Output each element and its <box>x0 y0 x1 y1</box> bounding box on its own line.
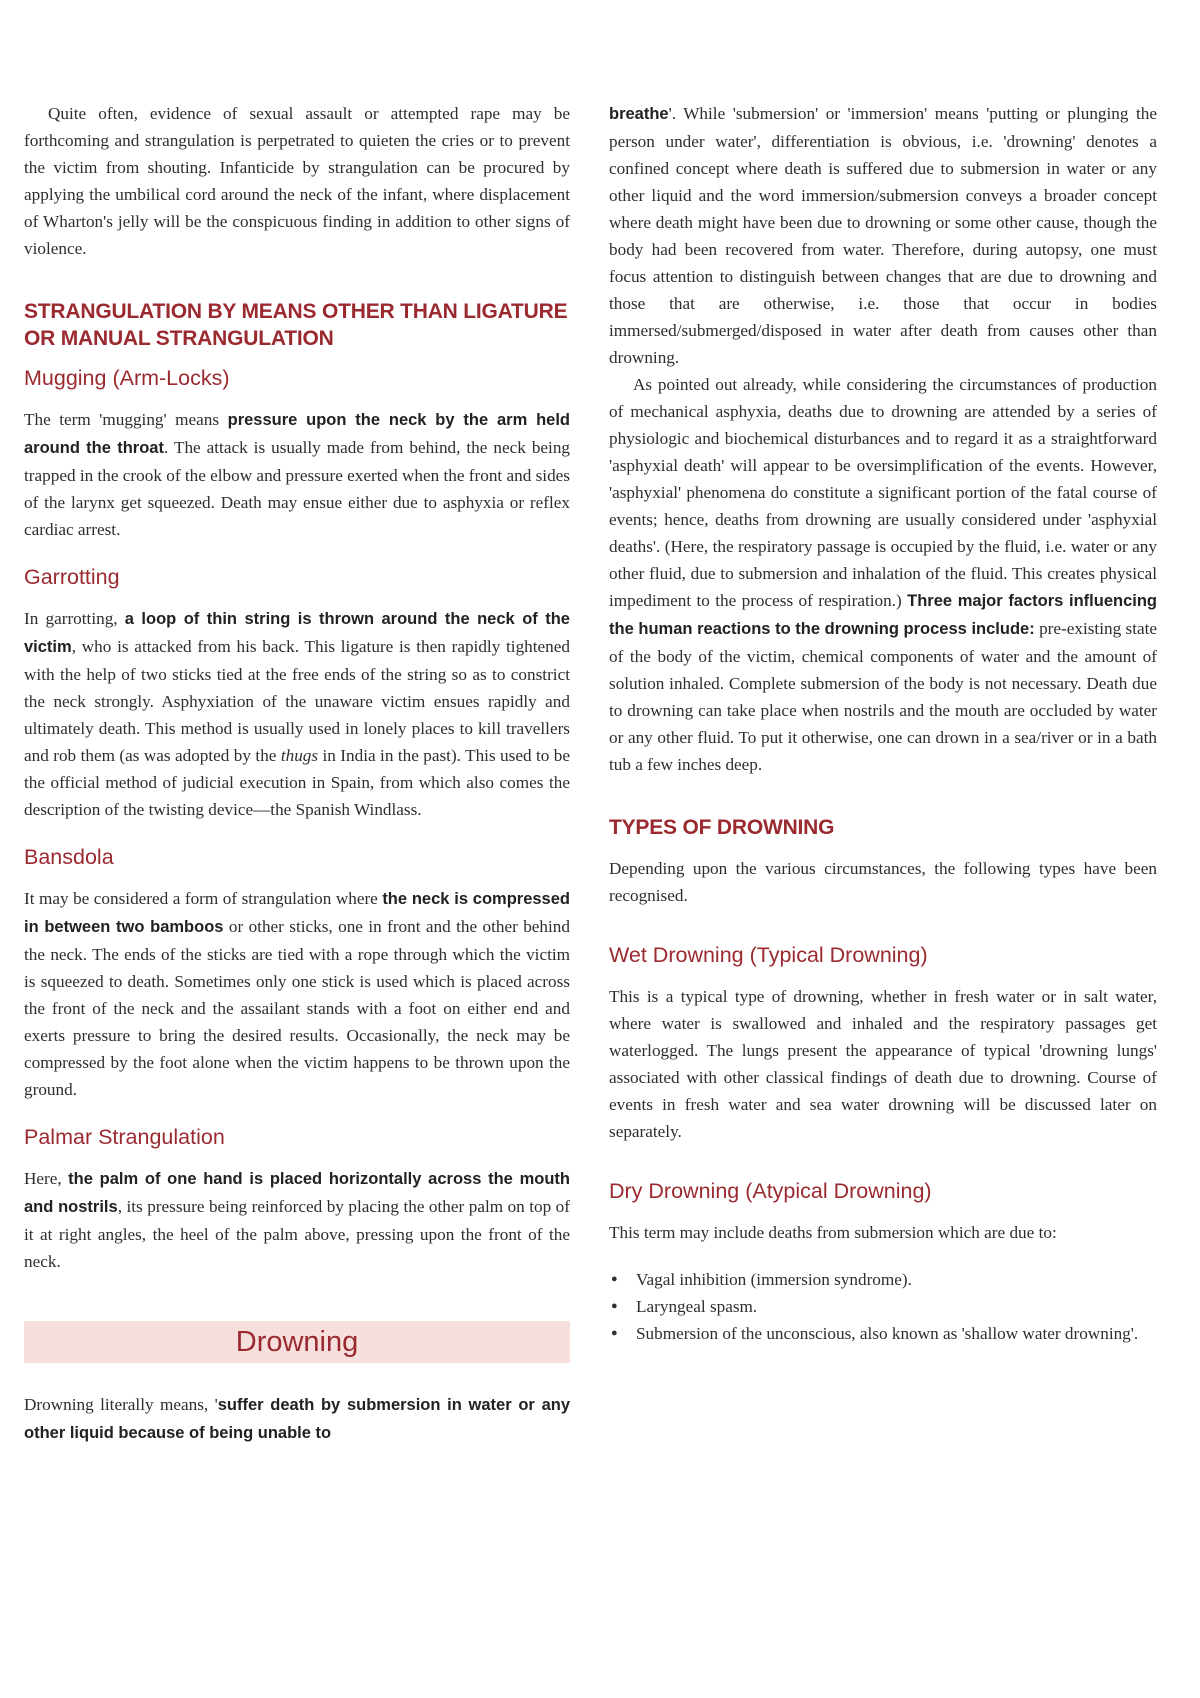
mugging-paragraph: The term 'mugging' means pressure upon the neck by the arm held around the throat. The attack is usually made from behind, the neck being trapped in the crook of the elbow and pressure exerted when the front and sides of the larynx get squeezed. Death may ensue either due to asphyxia or reflex cardiac arrest. <box>24 410 571 539</box>
palmar-paragraph: Here, the palm of one hand is placed horizontally across the mouth and nostrils, its pressure being reinforced by placing the other palm on top of it at right angles, the heel of the palm above, pressing upon the front of the neck. <box>24 1169 570 1271</box>
list-item: ● Laryngeal spasm. <box>609 1293 1157 1320</box>
left-column <box>24 100 570 1447</box>
heading-mugging: Mugging (Arm-Locks) <box>24 366 230 390</box>
heading-palmar-strangulation: Palmar Strangulation <box>24 1125 225 1149</box>
mugging-emphasis: pressure upon the neck by the arm held around the throat <box>24 411 570 457</box>
garrotting-paragraph: In garrotting, a loop of thin string is thrown around the neck of the victim, who is attacked from his back. This ligature is then rapidly tightened with the help of two sticks tied at the free ends of the string so as to constrict the neck strongly. Asphyxiation of the unaware victim ensues rapidly and ultimately death. This method is usually used in lonely places to kill travellers and rob them (as was adopted by the thugs in India in the past). This used to be the official method of judicial execution in Spain, from which also comes the description of the twisting device—the Spanish Windlass. <box>24 609 570 819</box>
heading-bansdola: Bansdola <box>24 845 114 869</box>
asphyxia-paragraph: As pointed out already, while considering the circumstances of production of mechanical asphyxia, deaths due to drowning are attended by a series of physiologic and biochemical disturbances and to regard it as a straightforward 'asphyxial death' will appear to be oversimplification of the events. However, 'asphyxial' phenomena do constitute a significant portion of the fatal course of events; hence, deaths from drowning are usually considered under 'asphyxial deaths'. (Here, the respiratory passage is occupied by the fluid, i.e. water or any other fluid, due to submersion and inhalation of the fluid. This creates physical impediment to the process of respiration.) Three major factors influencing the human reactions to the drowning process include: pre-existing state of the body of the victim, chemical components of water and the amount of solution inhaled. Complete submersion of the body is not necessary. Death due to drowning can take place when nostrils and the mouth are occluded by water or any other fluid. To put it otherwise, one can drown in a sea/river or in a bath tub a few inches deep. <box>609 375 1157 774</box>
palmar-emphasis: the palm of one hand is placed horizontally across the mouth and nostrils <box>24 1170 570 1216</box>
garrotting-emphasis: a loop of thin string is thrown around the neck of the victim <box>24 610 570 656</box>
list-item: ● Vagal inhibition (immersion syndrome). <box>609 1266 1157 1293</box>
wet-drowning-paragraph: This is a typical type of drowning, whether in fresh water or in salt water, where water is swallowed and inhaled and the respiratory passages get waterlogged. The lungs present the appearance of typical 'drowning lungs' associated with other classical findings of death due to drowning. Course of events in fresh water and sea water drowning will be discussed later on separately. <box>609 987 1157 1141</box>
intro-paragraph: Quite often, evidence of sexual assault or attempted rape may be forthcoming and strangulation is perpetrated to quieten the cries or to prevent the victim from shouting. Infanticide by strangulation can be procured by applying the umbilical cord around the neck of the infant, where displacement of Wharton's jelly will be the conspicuous finding in addition to other signs of violence. <box>24 104 570 258</box>
section-heading-types-of-drowning: TYPES OF DROWNING <box>609 816 835 839</box>
dry-drowning-list <box>609 1266 1157 1347</box>
heading-garrotting: Garrotting <box>24 565 120 589</box>
thugs-italic: thugs <box>280 746 319 765</box>
chapter-title-drowning: Drowning <box>24 1321 570 1363</box>
heading-wet-drowning: Wet Drowning (Typical Drowning) <box>609 943 928 967</box>
heading-dry-drowning: Dry Drowning (Atypical Drowning) <box>609 1179 932 1203</box>
drowning-definition-continued: breathe'. While 'submersion' or 'immersion' means 'putting or plunging the person under water', differentiation is obvious, i.e. 'drowning' denotes a confined concept where death is suffered due to submersion in water or any other liquid and the word immersion/submersion conveys a broader concept where death might have been due to drowning or some other cause, though the body had been recovered from water. Therefore, during autopsy, one must focus attention to distinguish between changes that are due to drowning and those that are otherwise, i.e. those that occur in bodies immersed/submerged/disposed in water after death from causes other than drowning. <box>609 104 1157 367</box>
bansdola-emphasis: the neck is compressed in between two bamboos <box>24 890 570 936</box>
types-intro-paragraph: Depending upon the various circumstances, the following types have been recognised. <box>609 859 1157 905</box>
drowning-definition-emphasis: suffer death by submersion in water or any other liquid because of being unable to <box>24 1396 570 1442</box>
breathe-emphasis: breathe <box>609 105 669 123</box>
bansdola-paragraph: It may be considered a form of strangulation where the neck is compressed in between two bamboos or other sticks, one in front and the other behind the neck. The ends of the sticks are tied with a rope through which the victim is squeezed to death. Sometimes only one stick is used which is placed across the front of the neck and the assailant stands with a foot on either end and exerts pressure to bring the desired results. Occasionally, the neck may be compressed by the foot alone when the victim happens to be thrown upon the ground. <box>24 889 570 1099</box>
section-heading-strangulation-other: STRANGULATION BY MEANS OTHER THAN LIGATURE OR MANUAL STRANGULATION <box>24 300 568 350</box>
major-factors-emphasis: Three major factors influencing the human reactions to the drowning process include: <box>609 592 1157 638</box>
list-item: ● Submersion of the unconscious, also known as 'shallow water drowning'. <box>609 1320 1157 1347</box>
dry-drowning-paragraph: This term may include deaths from submersion which are due to: <box>609 1223 1057 1242</box>
right-column <box>609 100 1157 1347</box>
drowning-intro-paragraph: Drowning literally means, 'suffer death by submersion in water or any other liquid because of being unable to <box>24 1395 570 1442</box>
